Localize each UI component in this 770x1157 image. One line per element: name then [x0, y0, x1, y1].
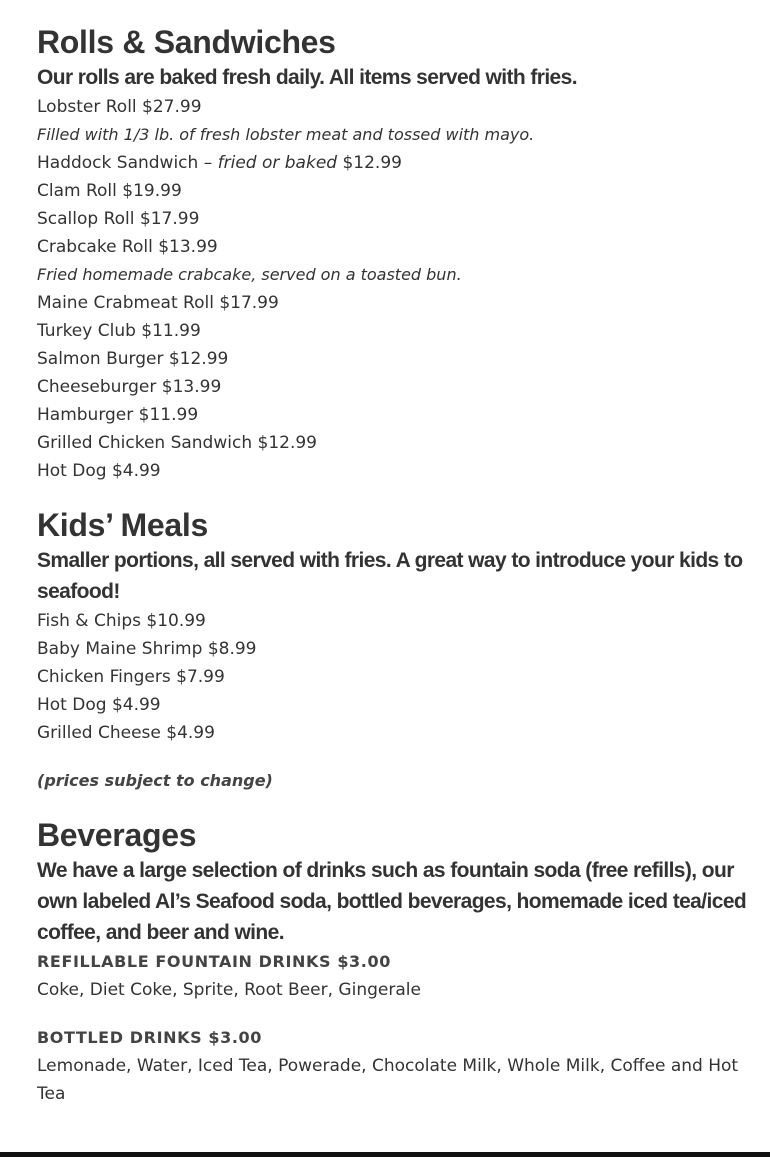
haddock-name: Haddock Sandwich – [37, 153, 213, 173]
fountain-drinks-heading: REFILLABLE FOUNTAIN DRINKS $3.00 [37, 952, 391, 971]
beverages-intro: We have a large selection of drinks such as fountain soda (free refills), our own labeled Al’s Seafood soda, bottled beverages, homemade iced tea/iced coffee, and beer and wine. [37, 859, 747, 944]
menu-item-crabcake-roll: Crabcake Roll $13.99 [37, 237, 218, 257]
rolls-sandwiches-heading: Rolls & Sandwiches [37, 24, 336, 60]
section-spacer [37, 795, 747, 815]
menu-item-kids-fish-chips: Fish & Chips $10.99 [37, 611, 206, 631]
rolls-sandwiches-section [37, 22, 747, 485]
menu-item-clam-roll: Clam Roll $19.99 [37, 181, 182, 201]
menu-item-kids-chicken-fingers: Chicken Fingers $7.99 [37, 667, 225, 687]
bottled-drinks-heading: BOTTLED DRINKS $3.00 [37, 1028, 263, 1047]
kids-meals-section [37, 505, 747, 795]
fountain-drinks-list: Coke, Diet Coke, Sprite, Root Beer, Gingerale [37, 980, 421, 1000]
menu-item-hamburger: Hamburger $11.99 [37, 405, 199, 425]
menu-item-salmon-burger: Salmon Burger $12.99 [37, 349, 229, 369]
menu-item-kids-grilled-cheese: Grilled Cheese $4.99 [37, 723, 215, 743]
menu-item-lobster-roll-description: Filled with 1/3 lb. of fresh lobster meat and tossed with mayo. [37, 125, 535, 144]
beverages-section [37, 815, 747, 1108]
menu-item-crabcake-roll-description: Fried homemade crabcake, served on a toasted bun. [37, 265, 462, 284]
bottled-drinks-list: Lemonade, Water, Iced Tea, Powerade, Chocolate Milk, Whole Milk, Coffee and Hot Tea [37, 1056, 739, 1104]
haddock-price: $12.99 [342, 153, 402, 173]
menu-item-haddock-sandwich [37, 149, 747, 177]
haddock-style: fried or baked [217, 153, 338, 173]
menu-page [37, 22, 747, 1108]
menu-item-kids-hot-dog: Hot Dog $4.99 [37, 695, 161, 715]
beverages-heading: Beverages [37, 817, 197, 853]
kids-intro: Smaller portions, all served with fries. A great way to introduce your kids to seafood! [37, 549, 743, 603]
menu-item-hot-dog: Hot Dog $4.99 [37, 461, 161, 481]
price-change-note: (prices subject to change) [37, 771, 273, 790]
section-spacer [37, 485, 747, 505]
menu-item-scallop-roll: Scallop Roll $17.99 [37, 209, 200, 229]
menu-item-maine-crabmeat-roll: Maine Crabmeat Roll $17.99 [37, 293, 279, 313]
drinks-spacer [37, 1004, 747, 1024]
rolls-intro: Our rolls are baked fresh daily. All items served with fries. [37, 66, 577, 89]
menu-item-turkey-club: Turkey Club $11.99 [37, 321, 201, 341]
menu-item-kids-baby-shrimp: Baby Maine Shrimp $8.99 [37, 639, 257, 659]
bottom-divider [0, 1152, 770, 1157]
menu-item-cheeseburger: Cheeseburger $13.99 [37, 377, 222, 397]
kids-meals-heading: Kids’ Meals [37, 507, 208, 543]
note-spacer [37, 747, 747, 767]
menu-item-lobster-roll: Lobster Roll $27.99 [37, 97, 202, 117]
menu-item-grilled-chicken-sandwich: Grilled Chicken Sandwich $12.99 [37, 433, 317, 453]
